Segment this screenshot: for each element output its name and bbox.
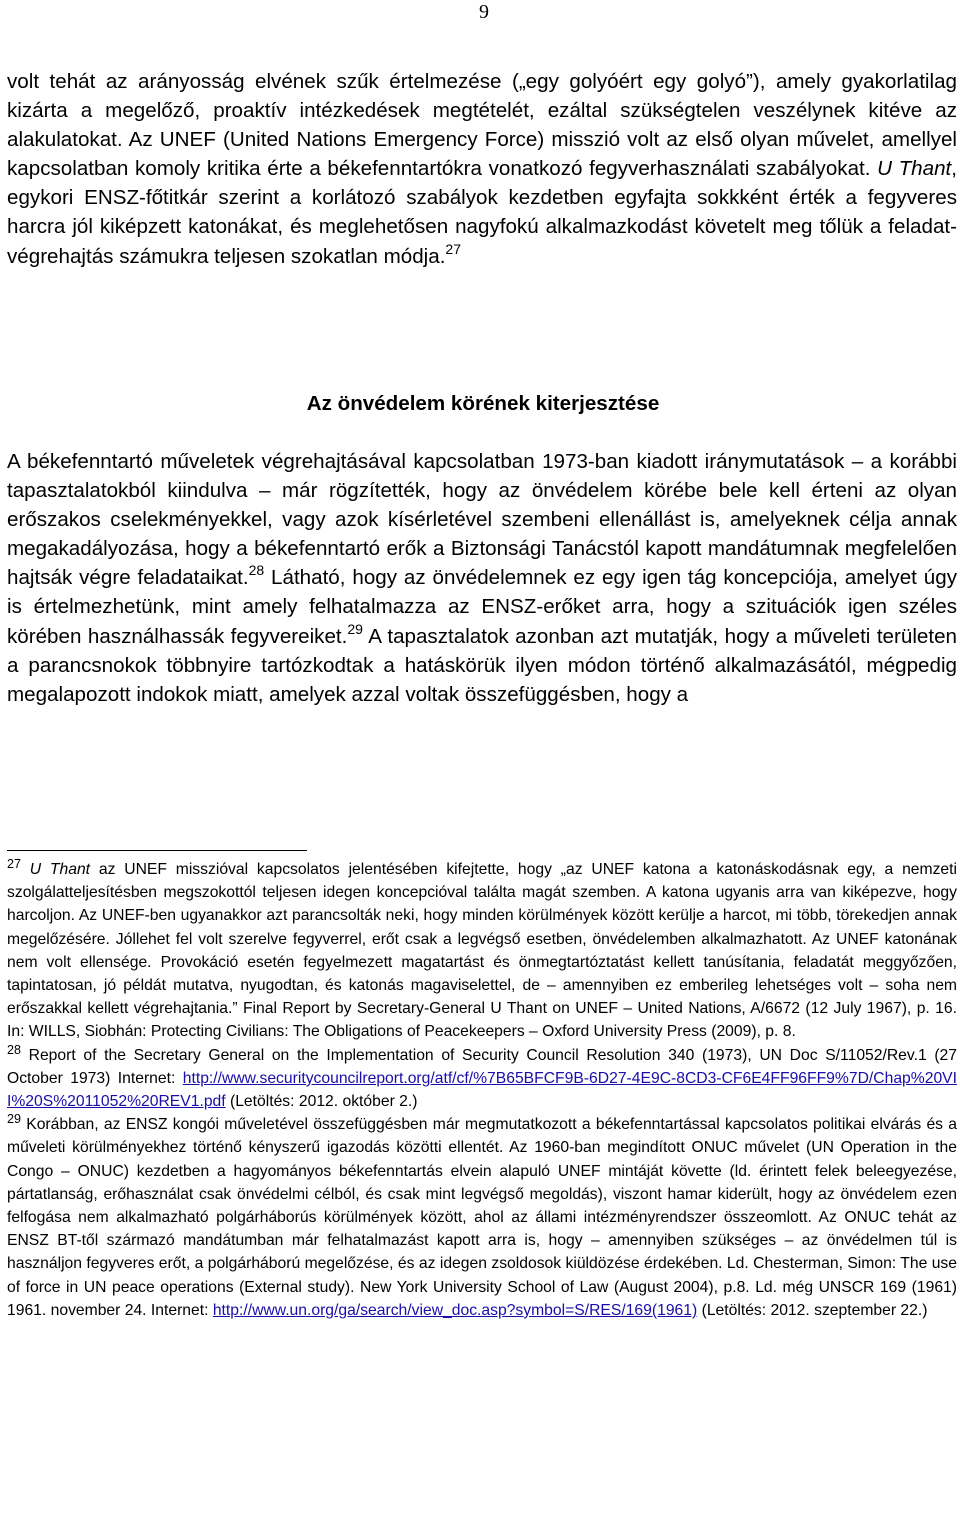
footnote-number: 28 — [7, 1042, 21, 1057]
paragraph-text: , egykori ENSZ-főtitkár szerint a korlátozó szabályok kezdetben egyfajta sokkként érték a fegyveres harcra jól kiképzett katonákat, és meglehetősen nagyfokú alkalmazkodást követelt meg tőlük a feladat-végrehajtás számukra teljesen szokatlan módja. — [7, 157, 957, 268]
body-paragraph — [7, 447, 957, 709]
footnote-reference[interactable]: 29 — [347, 620, 363, 637]
footnote-text: az UNEF misszióval kapcsolatos jelentésében kifejtette, hogy „az UNEF katona a katonáskodásnak egy, a nemzeti szolgálatteljesítésben megszokottól teljesen idegen koncepcióval találta magát szemben. A katona ugyanis arra van kiképezve, hogy harcoljon. Az UNEF-ben ugyanakkor azt parancsolták neki, hogy minden körülmények között kerülje a harcot, mi több, törekedjen annak megelőzésére. Jóllehet fel volt szerelve fegyverrel, erőt csak a legvégső esetben, önvédelemben alkalmazhatott. Az UNEF katonának nem volt ellensége. Provokáció esetén fegyelmezett magatartást és önmegtartóztatást kellett tanúsítania, feladatát meggyőzően, tapintatosan, jó példát mutatva, nyugodtan, és katonás magaviselettel, de – amennyiben ez emberileg lehetséges volt – soha nem erőszakkal kellett végrehajtania.” Final Report by Secretary-General U Thant on UNEF – United Nations, A/6672 (12 July 1967), p. 16. In: WILLS, Siobhán: Protecting Civilians: The Obligations of Peacekeepers – Oxford University Press (2009), p. 8. — [7, 861, 957, 1041]
footnote-text: (Letöltés: 2012. október 2.) — [225, 1093, 418, 1111]
paragraph-text: A tapasztalatok azonban azt mutatják, hogy a műveleti területen a parancsnokok többnyire tartózkodtak a hatáskörük ilyen módon történő alkalmazásától, mégpedig megalapozott indokok miatt, amelyek azzal voltak összefüggésben, hogy a — [7, 624, 957, 706]
page-number: 9 — [479, 1, 489, 23]
footnote-reference[interactable]: 28 — [248, 562, 265, 579]
section-heading: Az önvédelem körének kiterjesztése — [306, 392, 660, 415]
footnote-separator — [7, 850, 307, 851]
paragraph-text: Látható, hogy az önvédelemnek ez egy igen tág koncepciója, amelyet úgy is értelmezhetünk, mint amely felhatalmazza az ENSZ-erőket arra, hogy a szituációk igen széles körében használhassák fegyvereiket. — [7, 566, 957, 648]
footnote-text: (Letöltés: 2012. szeptember 22.) — [697, 1301, 928, 1319]
footnote-link[interactable]: http://www.securitycouncilreport.org/atf/cf/%7B65BFCF9B-6D27-4E9C-8CD3-CF6E4FF96FF9%7D/Chap%20VII%20S%2011052%20REV1.pdf — [7, 1069, 957, 1111]
footnotes — [7, 858, 957, 1322]
footnote-27 — [7, 858, 957, 1044]
paragraph-text: volt tehát az arányosság elvének szűk értelmezése („egy golyóért egy golyó”), amely gyakorlatilag kizárta a megelőző, proaktív intézkedések megtételét, ezáltal szükségtelen veszélynek kitéve az alakulatokat. Az UNEF (United Nations Emergency Force) misszió volt az első olyan művelet, amellyel kapcsolatban komoly kritika érte a békefenntartókra vonatkozó fegyverhasználati szabályokat. — [7, 70, 957, 181]
body-paragraph — [7, 67, 957, 271]
footnote-reference[interactable]: 27 — [445, 240, 461, 257]
footnote-text: Report of the Secretary General on the Implementation of Security Council Resolution 340 (1973), UN Doc S/11052/Rev.1 (27 October 1973) Internet: — [7, 1046, 957, 1087]
footnote-text: Korábban, az ENSZ kongói műveletével összefüggésben már megmutatkozott a békefenntartással kapcsolatos politikai elvárás és a műveleti körülményekhez történő kényszerű igazodás közötti ellentét. Az 1960-ban megindított ONUC művelet (UN Operation in the Congo – ONUC) kezdetben a hagyományos békefenntartás elvein alapuló UNEF mintáját követte (ld. érintett felek beleegyezése, pártatlanság, erőhasználat csak önvédelmi célból, és csak mint legvégső megoldás), viszont hamar kiderült, hogy az önvédelem ezen felfogása nem alkalmazható polgárháborús körülmények között, ahol az állami intézményrendszer összeomlott. Az ONUC tehát az ENSZ BT-től származó mandátumban már felhatalmazást kapott arra is, hogy – amennyiben szükséges – az önvédelmen túl is használjon fegyveres erőt, a polgárháború megelőzése, és az idegen zsoldosok kiüldözése érdekében. Ld. Chesterman, Simon: The use of force in UN peace operations (External study). New York University School of Law (August 2004), p.8. Ld. még UNSCR 169 (1961) 1961. november 24. Internet: — [7, 1116, 957, 1319]
footnote-29 — [7, 1113, 957, 1322]
footnote-link[interactable]: http://www.un.org/ga/search/view_doc.asp?symbol=S/RES/169(1961) — [212, 1301, 698, 1319]
footnote-number: 29 — [7, 1112, 21, 1126]
person-name: U Thant — [29, 861, 91, 878]
person-name: U Thant — [877, 157, 952, 181]
footnote-number: 27 — [7, 856, 21, 871]
footnote-28 — [7, 1044, 957, 1114]
paragraph-text: A békefenntartó műveletek végrehajtásával kapcsolatban 1973-ban kiadott iránymutatások – a korábbi tapasztalatokból kiindulva – már rögzítették, hogy az önvédelem körébe bele kell érteni az olyan erőszakos cselekményekkel, vagy azok kísérletével szembeni ellenállást is, amelyeknek célja annak megakadályozása, hogy a békefenntartó erők a Biztonsági Tanácstól kapott mandátumnak megfelelően hajtsák végre feladataikat. — [7, 450, 957, 590]
